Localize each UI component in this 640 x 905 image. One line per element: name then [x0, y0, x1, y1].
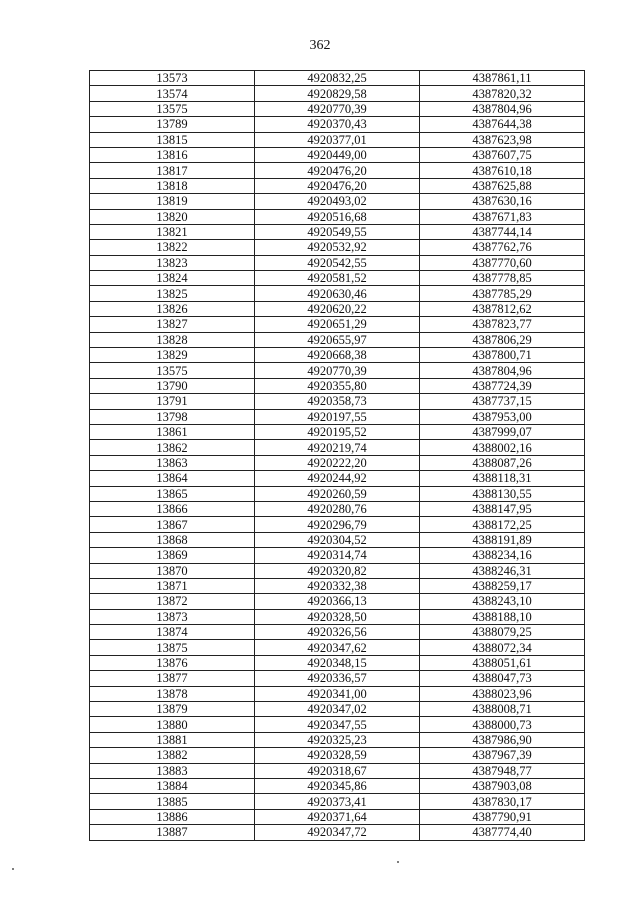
point-number-cell: 13575 [90, 363, 255, 378]
y-coordinate-cell: 4388191,89 [420, 532, 585, 547]
x-coordinate-cell: 4920260,59 [255, 486, 420, 501]
y-coordinate-cell: 4387804,96 [420, 101, 585, 116]
point-number-cell: 13817 [90, 163, 255, 178]
y-coordinate-cell: 4387790,91 [420, 809, 585, 824]
point-number-cell: 13864 [90, 471, 255, 486]
table-row [90, 424, 585, 439]
point-number-cell: 13867 [90, 517, 255, 532]
y-coordinate-cell: 4387953,00 [420, 409, 585, 424]
y-coordinate-cell: 4387812,62 [420, 301, 585, 316]
point-number-cell: 13821 [90, 224, 255, 239]
y-coordinate-cell: 4388047,73 [420, 671, 585, 686]
table-row [90, 717, 585, 732]
y-coordinate-cell: 4387724,39 [420, 378, 585, 393]
point-number-cell: 13883 [90, 763, 255, 778]
x-coordinate-cell: 4920449,00 [255, 147, 420, 162]
point-number-cell: 13880 [90, 717, 255, 732]
table-row [90, 147, 585, 162]
point-number-cell: 13575 [90, 101, 255, 116]
x-coordinate-cell: 4920829,58 [255, 86, 420, 101]
table-row [90, 563, 585, 578]
x-coordinate-cell: 4920371,64 [255, 809, 420, 824]
point-number-cell: 13790 [90, 378, 255, 393]
table-row [90, 409, 585, 424]
table-row [90, 224, 585, 239]
table-row [90, 825, 585, 840]
point-number-cell: 13827 [90, 317, 255, 332]
y-coordinate-cell: 4388259,17 [420, 578, 585, 593]
x-coordinate-cell: 4920770,39 [255, 101, 420, 116]
point-number-cell: 13868 [90, 532, 255, 547]
scan-speck [397, 861, 399, 863]
table-row [90, 594, 585, 609]
point-number-cell: 13816 [90, 147, 255, 162]
point-number-cell: 13789 [90, 117, 255, 132]
y-coordinate-cell: 4387785,29 [420, 286, 585, 301]
point-number-cell: 13873 [90, 609, 255, 624]
y-coordinate-cell: 4387644,38 [420, 117, 585, 132]
x-coordinate-cell: 4920280,76 [255, 501, 420, 516]
y-coordinate-cell: 4387744,14 [420, 224, 585, 239]
x-coordinate-cell: 4920655,97 [255, 332, 420, 347]
table-row [90, 394, 585, 409]
point-number-cell: 13870 [90, 563, 255, 578]
table-row [90, 532, 585, 547]
x-coordinate-cell: 4920373,41 [255, 794, 420, 809]
y-coordinate-cell: 4387861,11 [420, 71, 585, 86]
x-coordinate-cell: 4920197,55 [255, 409, 420, 424]
y-coordinate-cell: 4387623,98 [420, 132, 585, 147]
table-row [90, 363, 585, 378]
x-coordinate-cell: 4920770,39 [255, 363, 420, 378]
table-row [90, 286, 585, 301]
point-number-cell: 13823 [90, 255, 255, 270]
y-coordinate-cell: 4387770,60 [420, 255, 585, 270]
table-row [90, 809, 585, 824]
table-row [90, 625, 585, 640]
x-coordinate-cell: 4920493,02 [255, 194, 420, 209]
table-row [90, 548, 585, 563]
table-row [90, 517, 585, 532]
point-number-cell: 13822 [90, 240, 255, 255]
x-coordinate-cell: 4920195,52 [255, 424, 420, 439]
x-coordinate-cell: 4920347,62 [255, 640, 420, 655]
y-coordinate-cell: 4387625,88 [420, 178, 585, 193]
x-coordinate-cell: 4920332,38 [255, 578, 420, 593]
x-coordinate-cell: 4920476,20 [255, 178, 420, 193]
x-coordinate-cell: 4920328,50 [255, 609, 420, 624]
x-coordinate-cell: 4920549,55 [255, 224, 420, 239]
y-coordinate-cell: 4388188,10 [420, 609, 585, 624]
x-coordinate-cell: 4920476,20 [255, 163, 420, 178]
table-row [90, 671, 585, 686]
x-coordinate-cell: 4920668,38 [255, 348, 420, 363]
point-number-cell: 13826 [90, 301, 255, 316]
x-coordinate-cell: 4920314,74 [255, 548, 420, 563]
table-row [90, 178, 585, 193]
y-coordinate-cell: 4388051,61 [420, 655, 585, 670]
x-coordinate-cell: 4920370,43 [255, 117, 420, 132]
x-coordinate-cell: 4920304,52 [255, 532, 420, 547]
x-coordinate-cell: 4920355,80 [255, 378, 420, 393]
x-coordinate-cell: 4920581,52 [255, 271, 420, 286]
point-number-cell: 13815 [90, 132, 255, 147]
y-coordinate-cell: 4388002,16 [420, 440, 585, 455]
point-number-cell: 13876 [90, 655, 255, 670]
y-coordinate-cell: 4388130,55 [420, 486, 585, 501]
table-row [90, 117, 585, 132]
table-row [90, 501, 585, 516]
point-number-cell: 13820 [90, 209, 255, 224]
y-coordinate-cell: 4388087,26 [420, 455, 585, 470]
y-coordinate-cell: 4387999,07 [420, 424, 585, 439]
x-coordinate-cell: 4920358,73 [255, 394, 420, 409]
y-coordinate-cell: 4387830,17 [420, 794, 585, 809]
x-coordinate-cell: 4920318,67 [255, 763, 420, 778]
y-coordinate-cell: 4388023,96 [420, 686, 585, 701]
y-coordinate-cell: 4387671,83 [420, 209, 585, 224]
x-coordinate-cell: 4920222,20 [255, 455, 420, 470]
y-coordinate-cell: 4387806,29 [420, 332, 585, 347]
table-row [90, 209, 585, 224]
table-row [90, 301, 585, 316]
table-row [90, 332, 585, 347]
table-row [90, 101, 585, 116]
x-coordinate-cell: 4920347,02 [255, 702, 420, 717]
x-coordinate-cell: 4920532,92 [255, 240, 420, 255]
table-row [90, 748, 585, 763]
x-coordinate-cell: 4920296,79 [255, 517, 420, 532]
x-coordinate-cell: 4920347,55 [255, 717, 420, 732]
table-row [90, 132, 585, 147]
x-coordinate-cell: 4920347,72 [255, 825, 420, 840]
x-coordinate-cell: 4920320,82 [255, 563, 420, 578]
x-coordinate-cell: 4920326,56 [255, 625, 420, 640]
table-row [90, 348, 585, 363]
x-coordinate-cell: 4920244,92 [255, 471, 420, 486]
x-coordinate-cell: 4920516,68 [255, 209, 420, 224]
y-coordinate-cell: 4387607,75 [420, 147, 585, 162]
table-row [90, 86, 585, 101]
y-coordinate-cell: 4387778,85 [420, 271, 585, 286]
point-number-cell: 13885 [90, 794, 255, 809]
point-number-cell: 13574 [90, 86, 255, 101]
x-coordinate-cell: 4920345,86 [255, 778, 420, 793]
y-coordinate-cell: 4388000,73 [420, 717, 585, 732]
point-number-cell: 13798 [90, 409, 255, 424]
table-row [90, 655, 585, 670]
table-row [90, 71, 585, 86]
y-coordinate-cell: 4388172,25 [420, 517, 585, 532]
x-coordinate-cell: 4920620,22 [255, 301, 420, 316]
y-coordinate-cell: 4387967,39 [420, 748, 585, 763]
y-coordinate-cell: 4388147,95 [420, 501, 585, 516]
y-coordinate-cell: 4387903,08 [420, 778, 585, 793]
table-row [90, 194, 585, 209]
point-number-cell: 13879 [90, 702, 255, 717]
point-number-cell: 13877 [90, 671, 255, 686]
table-row [90, 686, 585, 701]
point-number-cell: 13825 [90, 286, 255, 301]
y-coordinate-cell: 4387774,40 [420, 825, 585, 840]
table-row [90, 732, 585, 747]
y-coordinate-cell: 4387762,76 [420, 240, 585, 255]
point-number-cell: 13828 [90, 332, 255, 347]
x-coordinate-cell: 4920651,29 [255, 317, 420, 332]
table-row [90, 271, 585, 286]
table-row [90, 640, 585, 655]
point-number-cell: 13865 [90, 486, 255, 501]
point-number-cell: 13881 [90, 732, 255, 747]
point-number-cell: 13874 [90, 625, 255, 640]
table-row [90, 378, 585, 393]
y-coordinate-cell: 4387800,71 [420, 348, 585, 363]
x-coordinate-cell: 4920336,57 [255, 671, 420, 686]
x-coordinate-cell: 4920832,25 [255, 71, 420, 86]
y-coordinate-cell: 4387820,32 [420, 86, 585, 101]
table-row [90, 255, 585, 270]
point-number-cell: 13882 [90, 748, 255, 763]
point-number-cell: 13791 [90, 394, 255, 409]
table-row [90, 578, 585, 593]
point-number-cell: 13863 [90, 455, 255, 470]
point-number-cell: 13824 [90, 271, 255, 286]
y-coordinate-cell: 4388234,16 [420, 548, 585, 563]
table-row [90, 440, 585, 455]
y-coordinate-cell: 4387986,90 [420, 732, 585, 747]
table-row [90, 317, 585, 332]
point-number-cell: 13887 [90, 825, 255, 840]
point-number-cell: 13884 [90, 778, 255, 793]
table-row [90, 702, 585, 717]
y-coordinate-cell: 4387610,18 [420, 163, 585, 178]
table-row [90, 240, 585, 255]
coordinates-table-body [90, 71, 585, 841]
table-row [90, 455, 585, 470]
point-number-cell: 13869 [90, 548, 255, 563]
page-number: 362 [309, 38, 331, 53]
point-number-cell: 13875 [90, 640, 255, 655]
point-number-cell: 13886 [90, 809, 255, 824]
x-coordinate-cell: 4920219,74 [255, 440, 420, 455]
point-number-cell: 13866 [90, 501, 255, 516]
y-coordinate-cell: 4387804,96 [420, 363, 585, 378]
point-number-cell: 13871 [90, 578, 255, 593]
y-coordinate-cell: 4388072,34 [420, 640, 585, 655]
x-coordinate-cell: 4920341,00 [255, 686, 420, 701]
x-coordinate-cell: 4920377,01 [255, 132, 420, 147]
table-row [90, 778, 585, 793]
table-row [90, 163, 585, 178]
x-coordinate-cell: 4920325,23 [255, 732, 420, 747]
point-number-cell: 13818 [90, 178, 255, 193]
point-number-cell: 13829 [90, 348, 255, 363]
y-coordinate-cell: 4388008,71 [420, 702, 585, 717]
x-coordinate-cell: 4920366,13 [255, 594, 420, 609]
table-row [90, 794, 585, 809]
table-row [90, 609, 585, 624]
table-row [90, 486, 585, 501]
y-coordinate-cell: 4388079,25 [420, 625, 585, 640]
point-number-cell: 13878 [90, 686, 255, 701]
point-number-cell: 13872 [90, 594, 255, 609]
y-coordinate-cell: 4387823,77 [420, 317, 585, 332]
x-coordinate-cell: 4920328,59 [255, 748, 420, 763]
point-number-cell: 13861 [90, 424, 255, 439]
y-coordinate-cell: 4387737,15 [420, 394, 585, 409]
point-number-cell: 13819 [90, 194, 255, 209]
coordinates-table [89, 70, 585, 841]
x-coordinate-cell: 4920630,46 [255, 286, 420, 301]
x-coordinate-cell: 4920542,55 [255, 255, 420, 270]
y-coordinate-cell: 4387630,16 [420, 194, 585, 209]
y-coordinate-cell: 4388243,10 [420, 594, 585, 609]
y-coordinate-cell: 4387948,77 [420, 763, 585, 778]
y-coordinate-cell: 4388246,31 [420, 563, 585, 578]
point-number-cell: 13862 [90, 440, 255, 455]
point-number-cell: 13573 [90, 71, 255, 86]
x-coordinate-cell: 4920348,15 [255, 655, 420, 670]
y-coordinate-cell: 4388118,31 [420, 471, 585, 486]
scan-speck [12, 868, 14, 870]
table-row [90, 763, 585, 778]
table-row [90, 471, 585, 486]
